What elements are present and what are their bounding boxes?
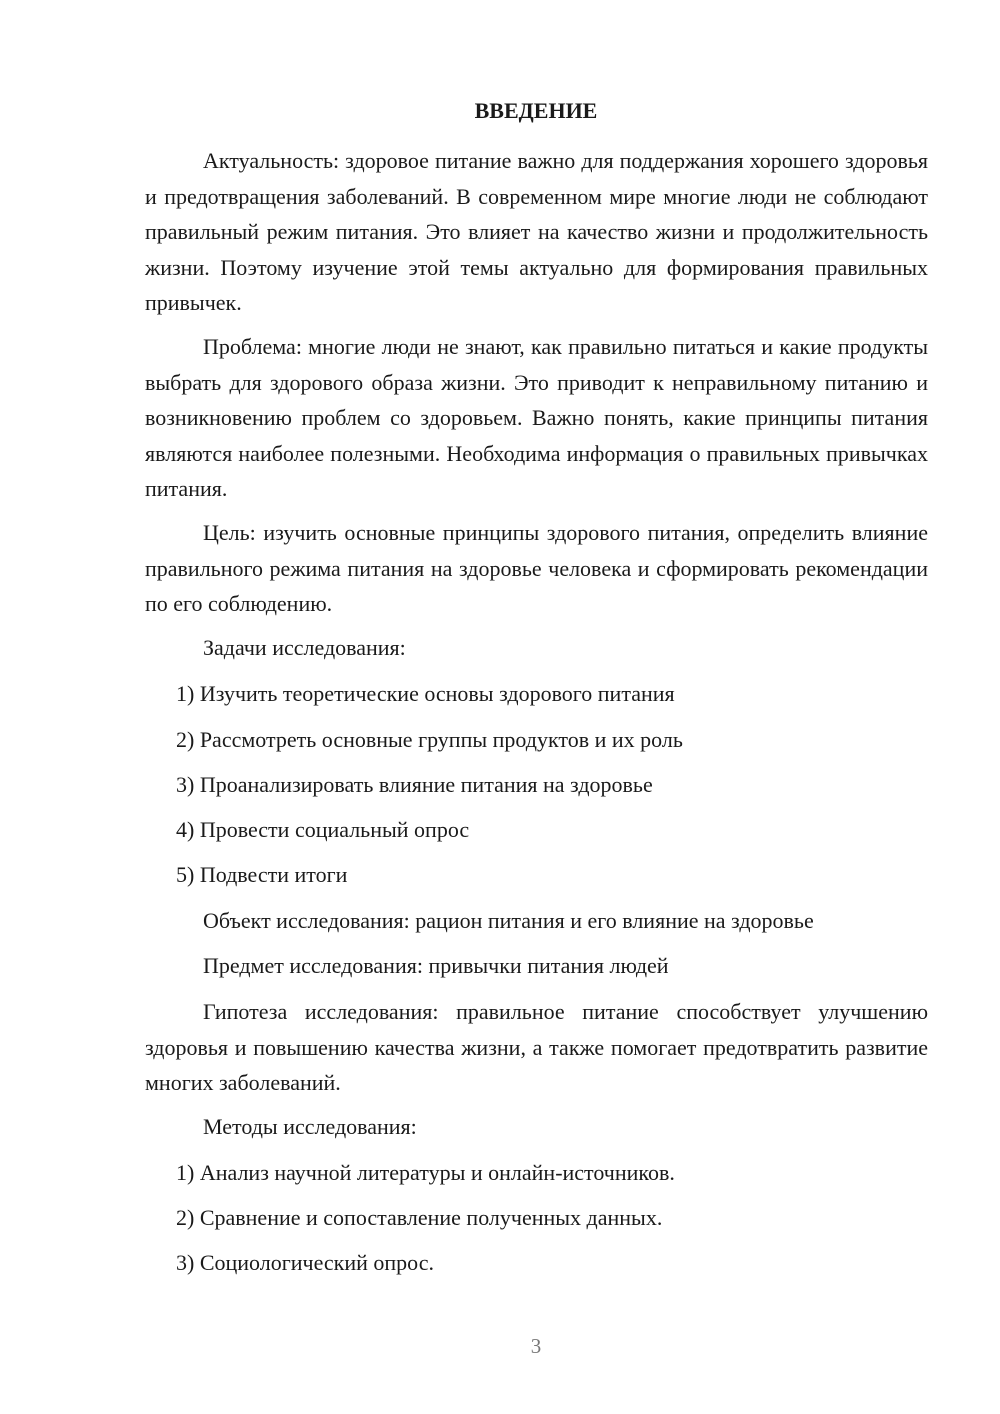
task-item-2: 2) Рассмотреть основные группы продуктов и их роль <box>176 727 683 752</box>
paragraph-goal: Цель: изучить основные принципы здорового питания, определить влияние правильного режима питания на здоровье человека и сформировать рекомендации по его соблюдению. <box>145 520 928 616</box>
page-title: ВВЕДЕНИЕ <box>474 98 598 123</box>
task-item-4: 4) Провести социальный опрос <box>176 817 470 842</box>
method-item-1: 1) Анализ научной литературы и онлайн-источников. <box>176 1160 675 1185</box>
research-subject: Предмет исследования: привычки питания людей <box>203 953 669 978</box>
task-item-1: 1) Изучить теоретические основы здорового питания <box>176 681 675 706</box>
tasks-heading: Задачи исследования: <box>203 635 406 660</box>
methods-heading: Методы исследования: <box>203 1114 417 1139</box>
research-object: Объект исследования: рацион питания и его влияние на здоровье <box>203 908 814 933</box>
task-item-3: 3) Проанализировать влияние питания на здоровье <box>176 772 653 797</box>
paragraph-relevance: Актуальность: здоровое питание важно для поддержания хорошего здоровья и предотвращения заболеваний. В современном мире многие люди не соблюдают правильный режим питания. Это влияет на качество жизни и продолжительность жизни. Поэтому изучение этой темы актуально для формирования правильных привычек. <box>145 148 928 315</box>
method-item-3: 3) Социологический опрос. <box>176 1250 434 1275</box>
page-number: 3 <box>530 1334 542 1358</box>
paragraph-hypothesis: Гипотеза исследования: правильное питание способствует улучшению здоровья и повышению качества жизни, а также помогает предотвратить развитие многих заболеваний. <box>145 999 928 1095</box>
paragraph-problem: Проблема: многие люди не знают, как правильно питаться и какие продукты выбрать для здорового образа жизни. Это приводит к неправильному питанию и возникновению проблем со здоровьем. Важно понять, какие принципы питания являются наиболее полезными. Необходима информация о правильных привычках питания. <box>145 334 928 501</box>
method-item-2: 2) Сравнение и сопоставление полученных данных. <box>176 1205 663 1230</box>
task-item-5: 5) Подвести итоги <box>176 862 348 887</box>
